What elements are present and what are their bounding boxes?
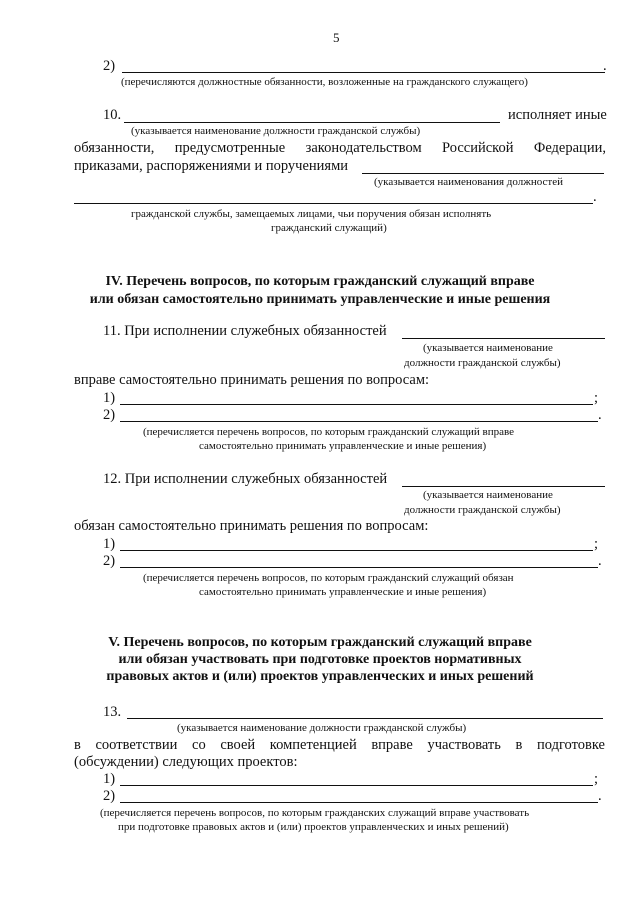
p13-item-2-number: 2) [103, 788, 116, 804]
p11-line-2: вправе самостоятельно принимать решения по вопросам: [74, 372, 430, 388]
p12-item-2-end: . [598, 553, 602, 569]
p11-hint-1: (указывается наименование [423, 342, 553, 354]
p12-item-1-number: 1) [103, 536, 116, 552]
p13-word: в [515, 737, 523, 753]
section-4-title-line-2: или обязан самостоятельно принимать управленческие и иные решения [89, 292, 551, 307]
p10-fill-line-2 [362, 173, 604, 174]
p12-hint-3a: (перечисляется перечень вопросов, по которым гражданский служащий обязан [143, 572, 514, 584]
p13-word: соответствии [95, 737, 178, 753]
p13-fill-line [127, 718, 603, 719]
p13-word: вправе [371, 737, 413, 753]
p11-item-2-end: . [598, 407, 602, 423]
p12-item-2-line [120, 567, 598, 568]
p13-number: 13. [103, 704, 122, 720]
p11-text: 11. При исполнении служебных обязанностей [103, 323, 387, 339]
p10-fill-line-3 [74, 203, 593, 204]
p10-word: Российской [442, 140, 514, 156]
p13-line-3: (обсуждении) следующих проектов: [74, 754, 298, 770]
p13-word: со [192, 737, 206, 753]
p10-word: Федерации, [533, 140, 606, 156]
p10-line-4-end: . [593, 189, 597, 205]
p13-word: компетенцией [269, 737, 357, 753]
p11-item-2-line [120, 421, 598, 422]
p11-item-1-number: 1) [103, 390, 116, 406]
p11-hint-3a: (перечисляется перечень вопросов, по которым гражданский служащий вправе [143, 426, 515, 438]
item-2-end: . [603, 58, 607, 74]
item-2-number: 2) [103, 58, 116, 74]
p12-item-2-number: 2) [103, 553, 116, 569]
p11-fill-line [402, 338, 605, 339]
p12-hint-3b: самостоятельно принимать управленческие и иные решения) [199, 586, 487, 598]
item-2-hint: (перечисляются должностные обязанности, возложенные на гражданского служащего) [121, 76, 528, 88]
p10-word: законодательством [305, 140, 422, 156]
p10-hint-2: (указывается наименования должностей [374, 176, 563, 188]
p13-word: своей [220, 737, 256, 753]
p13-hint: (указывается наименование должности гражданской службы) [177, 722, 467, 734]
p13-item-1-end: ; [594, 771, 599, 787]
section-5-title-line-3: правовых актов и (или) проектов управленческих и иных решений [106, 669, 534, 684]
p13-line-2 [74, 737, 605, 754]
p11-item-2-number: 2) [103, 407, 116, 423]
section-4-title-line-1: IV. Перечень вопросов, по которым гражданский служащий вправе [105, 274, 535, 289]
p10-word: обязанности, [74, 140, 155, 156]
p13-item-1-line [120, 785, 593, 786]
p12-text: 12. При исполнении служебных обязанностей [103, 471, 388, 487]
p10-hint-3a: гражданской службы, замещаемых лицами, чьи поручения обязан исполнять [131, 208, 492, 220]
p10-fill-line [124, 122, 500, 123]
p10-line-2 [74, 140, 606, 157]
p11-item-1-line [120, 404, 593, 405]
p13-item-2-line [120, 802, 598, 803]
p10-tail: исполняет иные [508, 107, 607, 123]
p13-hint-2a: (перечисляется перечень вопросов, по которым гражданских служащий вправе участвовать [100, 807, 530, 819]
p11-hint-2: должности гражданской службы) [404, 357, 561, 369]
p12-hint-1: (указывается наименование [423, 489, 553, 501]
p13-word: подготовке [536, 737, 605, 753]
p12-hint-2: должности гражданской службы) [404, 504, 561, 516]
p13-item-1-number: 1) [103, 771, 116, 787]
p10-line-3: приказами, распоряжениями и поручениями [74, 158, 348, 174]
p13-hint-2b: при подготовке правовых актов и (или) проектов управленческих и иных решений) [118, 821, 509, 833]
p12-line-2: обязан самостоятельно принимать решения по вопросам: [74, 518, 429, 534]
item-2-fill-line [122, 72, 605, 73]
section-5-title-line-1: V. Перечень вопросов, по которым гражданский служащий вправе [108, 635, 532, 650]
p10-hint-3b: гражданский служащий) [271, 222, 387, 234]
page-number: 5 [333, 30, 340, 45]
p10-hint: (указывается наименование должности гражданской службы) [131, 125, 421, 137]
p13-word: в [74, 737, 81, 753]
p10-word: предусмотренные [174, 140, 286, 156]
p13-word: участвовать [427, 737, 501, 753]
p13-item-2-end: . [598, 788, 602, 804]
section-5-title-line-2: или обязан участвовать при подготовке проектов нормативных [118, 652, 522, 667]
p11-item-1-end: ; [594, 390, 599, 406]
p12-item-1-line [120, 550, 593, 551]
p10-number: 10. [103, 107, 122, 123]
p12-item-1-end: ; [594, 536, 599, 552]
p12-fill-line [402, 486, 605, 487]
p11-hint-3b: самостоятельно принимать управленческие и иные решения) [199, 440, 487, 452]
